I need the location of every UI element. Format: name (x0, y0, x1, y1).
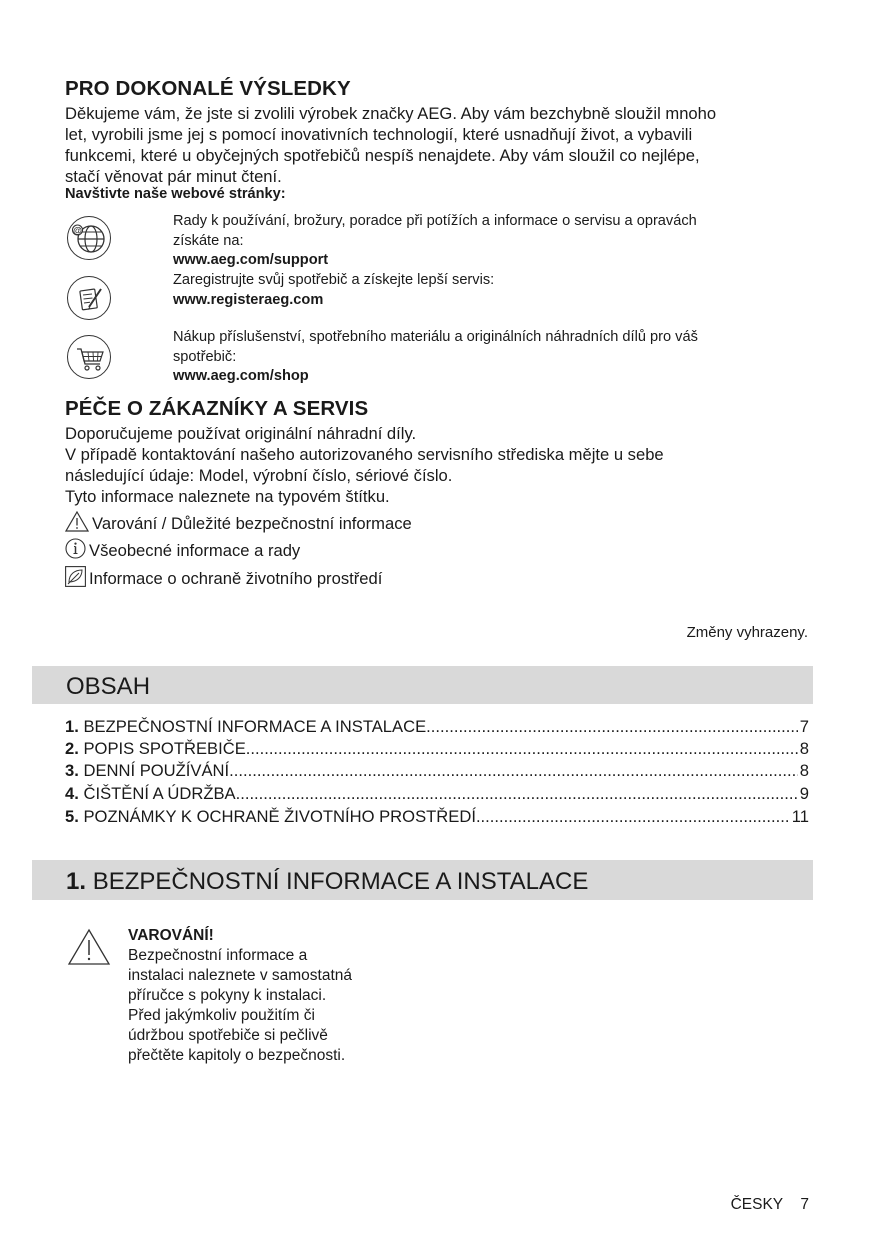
legend-info-label: Všeobecné informace a rady (89, 541, 301, 560)
toc-header-band (32, 666, 813, 704)
care-line: následující údaje: Model, výrobní číslo, sériové číslo. (65, 466, 453, 485)
intro-paragraph (65, 103, 825, 187)
intro-line: let, vyrobili jsme jej s pomocí inovativních technologií, které usnadňují život, a vybavili (65, 125, 693, 144)
toc-item-label: POPIS SPOTŘEBIČE (83, 739, 246, 758)
leaf-icon (65, 566, 86, 587)
section1-title-text: BEZPEČNOSTNÍ INFORMACE A INSTALACE (92, 868, 589, 895)
shop-link[interactable]: www.aeg.com/shop (173, 368, 309, 384)
link-shop-text-2: spotřebič: (173, 348, 237, 365)
link-shop-text: Nákup příslušenství, spotřebního materiálu a originálních náhradních dílů pro váš (173, 329, 698, 345)
toc-item[interactable] (65, 806, 809, 827)
intro-line: Děkujeme vám, že jste si zvolili výrobek značky AEG. Aby vám bezchybně sloužil mnoho (65, 104, 717, 123)
warning-line: Před jakýmkoliv použitím či (128, 1007, 315, 1024)
toc-item-number: 3. (65, 761, 79, 780)
warning-icon (65, 511, 89, 532)
shopping-cart-icon (67, 335, 111, 379)
toc-item-label: DENNÍ POUŽÍVÁNÍ (83, 761, 230, 780)
footer-page-number: 7 (800, 1196, 809, 1213)
toc-item[interactable] (65, 760, 809, 781)
toc-item-label: BEZPEČNOSTNÍ INFORMACE A INSTALACE (83, 717, 427, 736)
svg-text:@: @ (73, 225, 82, 236)
warning-line: instalaci naleznete v samostatná (128, 967, 353, 984)
toc-item-label: POZNÁMKY K OCHRANĚ ŽIVOTNÍHO PROSTŘEDÍ (83, 807, 476, 826)
register-pen-icon (67, 276, 111, 320)
warning-line: Bezpečnostní informace a (128, 947, 308, 964)
page-footer (731, 1196, 809, 1214)
toc-item[interactable] (65, 783, 809, 804)
warning-box (128, 926, 352, 1066)
link-shop-block (173, 328, 698, 387)
care-paragraph (65, 423, 825, 507)
warning-line: příručce s pokyny k instalaci. (128, 987, 327, 1004)
toc-item-number: 5. (65, 807, 79, 826)
warning-icon (67, 928, 111, 966)
toc-item-page: 9 (799, 784, 809, 803)
warning-line: údržbou spotřebiče si pečlivě (128, 1027, 328, 1044)
register-link[interactable]: www.registeraeg.com (173, 291, 324, 308)
footer-language: ČESKY (730, 1196, 784, 1213)
legend-environment-label: Informace o ochraně životního prostředí (89, 569, 383, 588)
link-support-text: Rady k používání, brožury, poradce při potížích a informace o servisu a opravách (173, 213, 697, 229)
section1-header-band (32, 860, 813, 900)
care-line: Doporučujeme používat originální náhradní díly. (65, 424, 417, 443)
intro-line: stačí věnovat pár minut čtení. (65, 167, 282, 186)
info-icon (65, 538, 86, 559)
visit-label: Navštivte naše webové stránky: (65, 186, 286, 202)
intro-line: funkcemi, které u obyčejných spotřebičů nespíš nenajdete. Aby vám sloužil co nejlépe, (65, 146, 700, 165)
legend-warning-label: Varování / Důležité bezpečnostní informace (92, 514, 412, 533)
toc-item-number: 2. (65, 739, 79, 758)
toc-item-number: 1. (65, 717, 79, 736)
link-register-text: Zaregistrujte svůj spotřebič a získejte lepší servis: (173, 272, 495, 288)
toc-item-label: ČIŠTĚNÍ A ÚDRŽBA (83, 784, 236, 803)
section1-title (66, 868, 588, 896)
support-link[interactable]: www.aeg.com/support (173, 252, 329, 268)
toc-item-number: 4. (65, 784, 79, 803)
changes-note: Změny vyhrazeny. (686, 624, 808, 641)
warning-title: VAROVÁNÍ! (128, 927, 214, 944)
link-support-text-2: získáte na: (173, 232, 244, 249)
legend-warning (65, 511, 412, 534)
care-title: PÉČE O ZÁKAZNÍKY A SERVIS (65, 397, 369, 420)
care-line: V případě kontaktování našeho autorizovaného servisního střediska mějte u sebe (65, 445, 664, 464)
toc-item[interactable] (65, 716, 809, 737)
toc-title: OBSAH (66, 673, 151, 700)
toc-item-page: 8 (799, 739, 809, 758)
link-register-block (173, 271, 494, 310)
warning-line: přečtěte kapitoly o bezpečnosti. (128, 1047, 346, 1064)
link-support-block (173, 212, 697, 271)
toc-item-page: 11 (791, 807, 809, 826)
section1-number: 1. (66, 868, 87, 895)
toc-item[interactable] (65, 738, 809, 759)
legend-info (65, 538, 300, 561)
toc-item-page: 7 (799, 717, 809, 736)
toc-item-page: 8 (799, 761, 809, 780)
globe-at-icon (67, 216, 111, 260)
legend-environment (65, 566, 382, 589)
intro-title: PRO DOKONALÉ VÝSLEDKY (65, 77, 351, 100)
care-line: Tyto informace naleznete na typovém štítku. (65, 487, 390, 506)
